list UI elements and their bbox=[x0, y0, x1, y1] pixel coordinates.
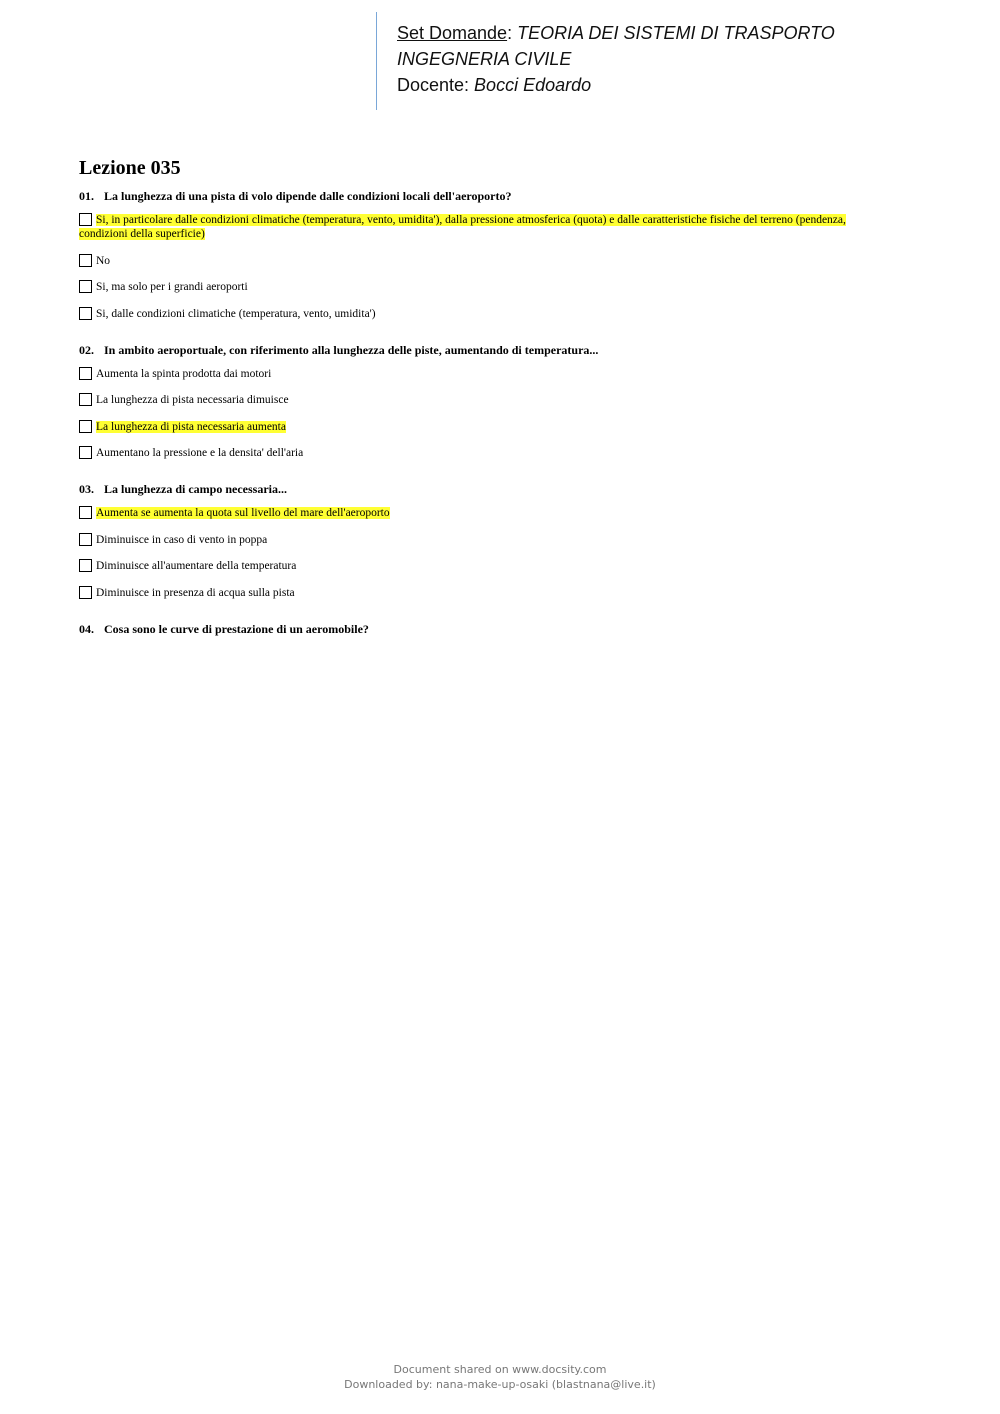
question-number: 02. bbox=[79, 342, 94, 357]
quiz-content bbox=[79, 155, 887, 659]
answer-checkbox[interactable] bbox=[79, 420, 92, 433]
answer-text: Si, in particolare dalle condizioni climatiche (temperatura, vento, umidita'), dalla pressione atmosferica (quota) e dalle caratteristiche fisiche del terreno (pendenza, condizioni della superficie) bbox=[79, 214, 846, 240]
answer-text: Si, ma solo per i grandi aeroporti bbox=[96, 281, 248, 293]
answer-option bbox=[79, 533, 887, 547]
header-set-line bbox=[397, 20, 936, 46]
question-3 bbox=[79, 482, 887, 600]
question-text bbox=[79, 622, 887, 637]
answer-text: Aumentano la pressione e la densita' dell'aria bbox=[96, 447, 304, 459]
answer-checkbox[interactable] bbox=[79, 367, 92, 380]
faculty-name: INGEGNERIA CIVILE bbox=[397, 49, 572, 69]
question-number: 03. bbox=[79, 482, 94, 496]
footer-shared-note: Document shared on www.docsity.com bbox=[393, 1363, 607, 1376]
header-teacher-line bbox=[397, 72, 936, 98]
question-text bbox=[79, 189, 887, 204]
answer-text: Diminuisce in presenza di acqua sulla pista bbox=[96, 586, 295, 599]
question-4 bbox=[79, 622, 887, 637]
answer-option bbox=[79, 367, 887, 381]
question-text bbox=[79, 482, 887, 497]
answer-checkbox[interactable] bbox=[79, 280, 92, 293]
page-footer bbox=[0, 1362, 1000, 1392]
answer-option bbox=[79, 506, 887, 520]
answer-checkbox[interactable] bbox=[79, 393, 92, 406]
question-2 bbox=[79, 343, 887, 461]
answer-text: No bbox=[96, 254, 111, 267]
lesson-title: Lezione 035 bbox=[79, 157, 181, 179]
document-header bbox=[376, 12, 936, 110]
question-1 bbox=[79, 189, 887, 321]
answer-option bbox=[79, 559, 887, 573]
answer-checkbox[interactable] bbox=[79, 307, 92, 320]
answer-checkbox[interactable] bbox=[79, 586, 92, 599]
teacher-label: Docente: bbox=[397, 75, 475, 95]
footer-download-note: Downloaded by: nana-make-up-osaki (blastnana@live.it) bbox=[344, 1378, 656, 1391]
question-number: 01. bbox=[79, 189, 94, 203]
answer-text: Diminuisce all'aumentare della temperatura bbox=[96, 560, 297, 572]
answer-checkbox[interactable] bbox=[79, 559, 92, 572]
answer-text: La lunghezza di pista necessaria aumenta bbox=[96, 420, 286, 433]
answer-option bbox=[79, 280, 887, 294]
answer-option bbox=[79, 446, 887, 460]
answer-checkbox[interactable] bbox=[79, 506, 92, 519]
course-name: TEORIA DEI SISTEMI DI TRASPORTO bbox=[517, 23, 835, 43]
set-colon: : bbox=[507, 23, 518, 43]
question-number: 04. bbox=[79, 621, 94, 636]
question-label: In ambito aeroportuale, con riferimento alla lunghezza delle piste, aumentando di temperatura... bbox=[104, 342, 599, 357]
answer-text: Si, dalle condizioni climatiche (temperatura, vento, umidita') bbox=[96, 307, 376, 320]
question-label: La lunghezza di campo necessaria... bbox=[104, 482, 287, 496]
question-label: La lunghezza di una pista di volo dipende dalle condizioni locali dell'aeroporto? bbox=[104, 189, 512, 203]
answer-option bbox=[79, 307, 887, 321]
answer-option bbox=[79, 420, 887, 434]
answer-checkbox[interactable] bbox=[79, 446, 92, 459]
answer-text: Diminuisce in caso di vento in poppa bbox=[96, 533, 268, 546]
answer-text: Aumenta se aumenta la quota sul livello del mare dell'aeroporto bbox=[96, 507, 390, 519]
answer-option bbox=[79, 586, 887, 600]
answer-checkbox[interactable] bbox=[79, 254, 92, 267]
question-label: Cosa sono le curve di prestazione di un aeromobile? bbox=[104, 621, 369, 636]
question-text bbox=[79, 343, 887, 358]
answer-checkbox[interactable] bbox=[79, 533, 92, 546]
teacher-name: Bocci Edoardo bbox=[474, 75, 592, 95]
answer-option bbox=[79, 254, 887, 268]
answer-option bbox=[79, 213, 887, 241]
question-list bbox=[79, 189, 887, 637]
set-label: Set Domande bbox=[397, 23, 508, 43]
answer-option bbox=[79, 393, 887, 407]
answer-checkbox[interactable] bbox=[79, 213, 92, 226]
answer-text: La lunghezza di pista necessaria dimuisce bbox=[96, 394, 289, 406]
answer-text: Aumenta la spinta prodotta dai motori bbox=[96, 367, 272, 380]
